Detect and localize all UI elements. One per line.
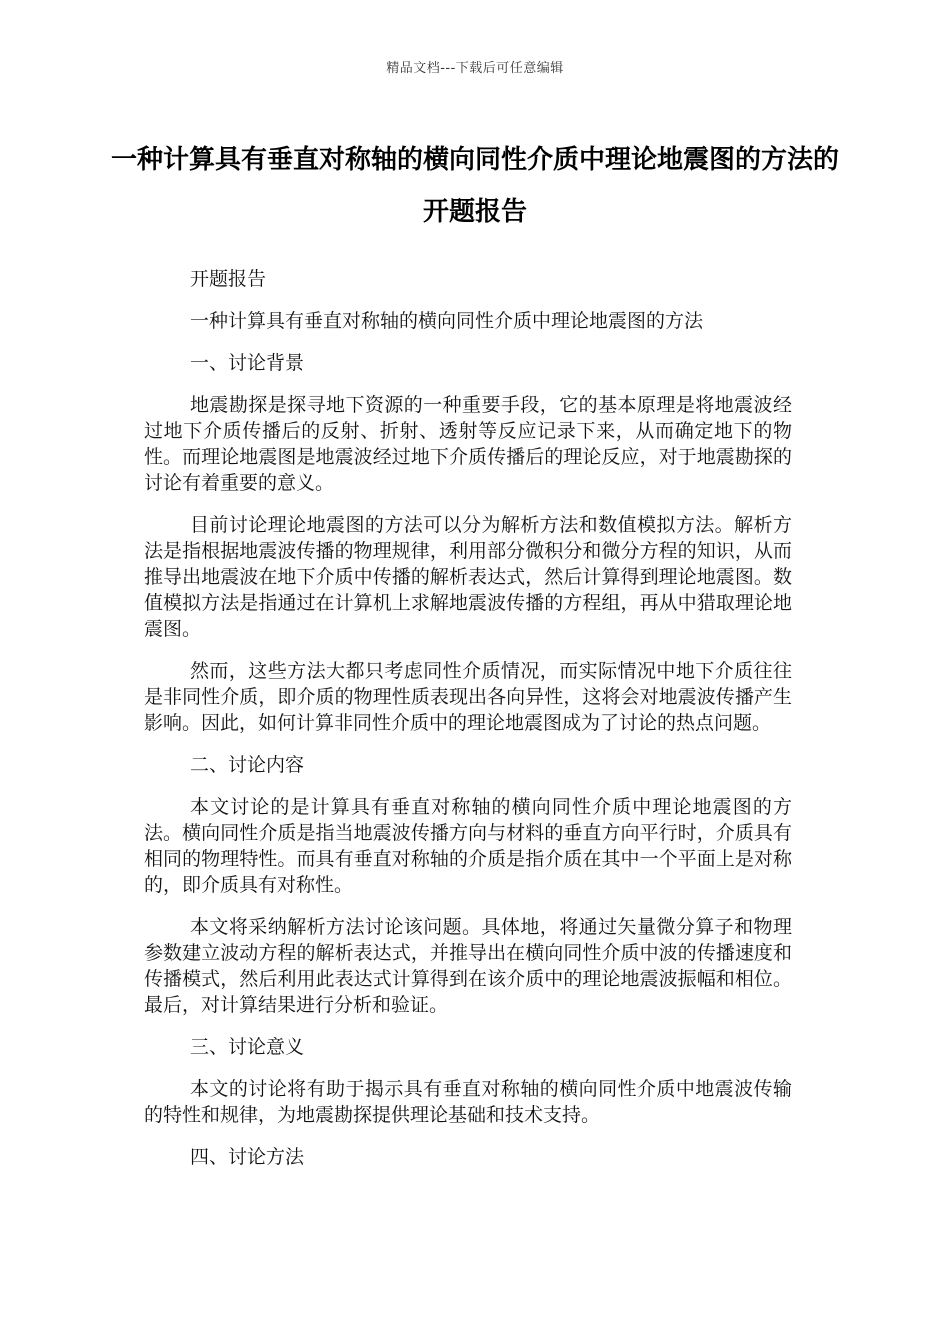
paragraph: 本文讨论的是计算具有垂直对称轴的横向同性介质中理论地震图的方法。横向同性介质是指当地震波传播方向与材料的垂直方向平行时，介质具有相同的物理特性。而具有垂直对称轴的介质是指介质在其中一个平面上是对称的，即介质具有对称性。	[144, 796, 792, 896]
page-header: 精品文档---下载后可任意编辑	[386, 61, 564, 76]
paragraph: 地震勘探是探寻地下资源的一种重要手段，它的基本原理是将地震波经过地下介质传播后的反射、折射、透射等反应记录下来，从而确定地下的物性。而理论地震图是地震波经过地下介质传播后的理论反应，对于地震勘探的讨论有着重要的意义。	[144, 394, 792, 494]
document-title: 一种计算具有垂直对称轴的横向同性介质中理论地震图的方法的开题报告	[110, 145, 839, 227]
paragraph: 然而，这些方法大都只考虑同性介质情况，而实际情况中地下介质往往是非同性介质，即介质的物理性质表现出各向异性，这将会对地震波传播产生影响。因此，如何计算非同性介质中的理论地震图成为了讨论的热点问题。	[144, 660, 792, 734]
report-subtitle: 一种计算具有垂直对称轴的横向同性介质中理论地震图的方法	[190, 310, 704, 332]
document-body	[144, 266, 792, 1186]
section-heading-content: 二、讨论内容	[190, 754, 305, 776]
section-heading-background: 一、讨论背景	[190, 352, 305, 374]
section-heading-method: 四、讨论方法	[190, 1146, 305, 1168]
report-label: 开题报告	[190, 268, 267, 290]
paragraph: 本文将采纳解析方法讨论该问题。具体地，将通过矢量微分算子和物理参数建立波动方程的解析表达式，并推导出在横向同性介质中波的传播速度和传播模式，然后利用此表达式计算得到在该介质中的理论地震波振幅和相位。最后，对计算结果进行分析和验证。	[144, 916, 792, 1016]
section-heading-significance: 三、讨论意义	[190, 1036, 305, 1058]
paragraph: 目前讨论理论地震图的方法可以分为解析方法和数值模拟方法。解析方法是指根据地震波传播的物理规律，利用部分微积分和微分方程的知识，从而推导出地震波在地下介质中传播的解析表达式，然后计算得到理论地震图。数值模拟方法是指通过在计算机上求解地震波传播的方程组，再从中猎取理论地震图。	[144, 514, 792, 640]
paragraph: 本文的讨论将有助于揭示具有垂直对称轴的横向同性介质中地震波传输的特性和规律，为地震勘探提供理论基础和技术支持。	[144, 1078, 792, 1126]
